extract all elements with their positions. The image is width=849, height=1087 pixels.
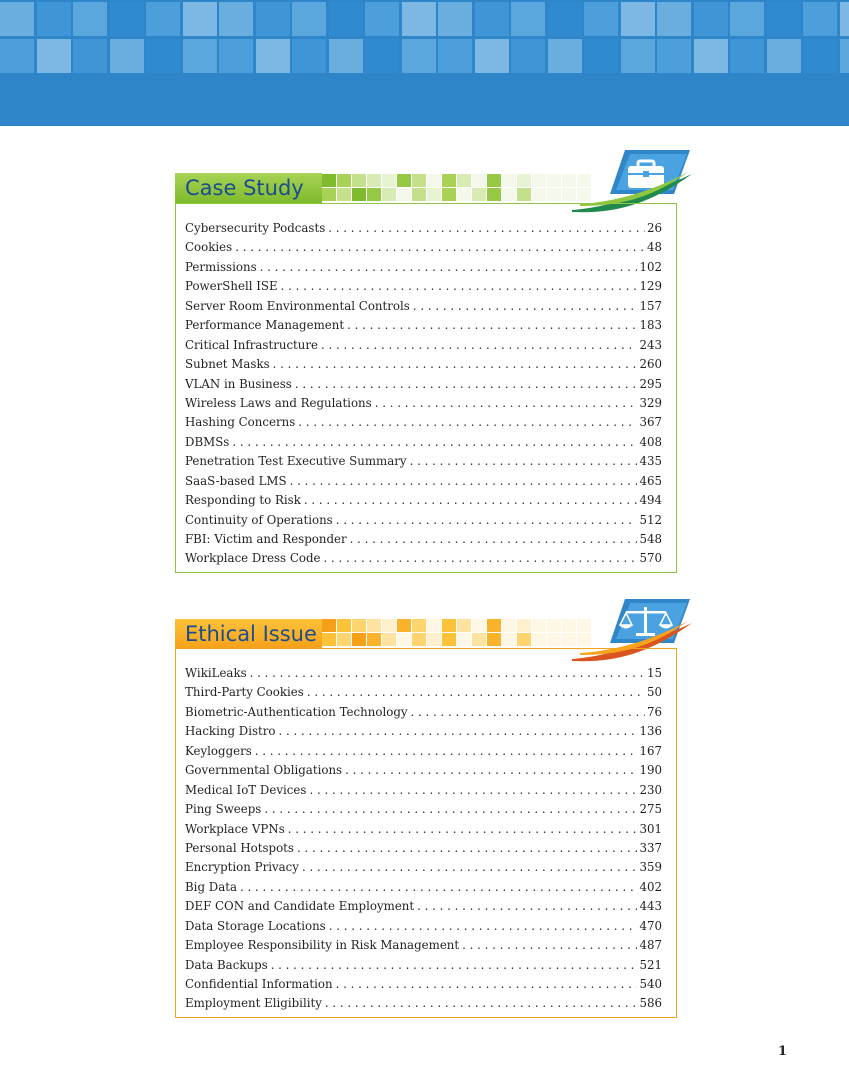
toc-entry-page: 183 [639,318,662,333]
mosaic-square [502,619,516,632]
page-number: 1 [778,1044,788,1059]
mosaic-square [352,174,366,187]
toc-entry-page: 586 [639,996,662,1011]
banner-tile [584,39,618,73]
toc-entry-title: Personal Hotspots [185,840,294,855]
toc-entry-title: Data Backups [185,957,268,972]
toc-entry-title: Penetration Test Executive Summary [185,454,407,469]
banner-tile [37,2,71,36]
toc-entry-title: Employee Responsibility in Risk Management [185,938,460,953]
banner-tile [475,39,509,73]
toc-entry [185,899,662,918]
mosaic-square [322,188,336,201]
banner-tile [694,39,728,73]
banner-tile [548,2,582,36]
toc-entry-title: WikiLeaks [185,666,247,680]
toc-entry [185,493,662,512]
banner-tile [219,39,253,73]
mosaic-square [397,619,411,632]
mosaic-square [547,174,561,187]
banner-tile [511,39,545,73]
toc-entry-page: 243 [639,337,662,352]
dot-leader [417,899,637,913]
mosaic-square [487,619,501,632]
mosaic-square [352,188,366,201]
toc-entry-title: DBMSs [185,434,230,449]
mosaic-square [472,619,486,632]
toc-entry [185,996,662,1015]
toc-entry-page: 295 [639,376,662,391]
mosaic-square [412,174,426,187]
toc-entry [185,938,662,957]
mosaic-square [322,633,336,646]
toc-entry [185,977,662,996]
toc-entry-page: 48 [646,240,662,255]
mosaic-square [442,188,456,201]
banner-tile [803,39,837,73]
dot-leader [307,685,645,699]
mosaic-square [427,633,441,646]
mosaic-square [472,174,486,187]
toc-entry-title: Responding to Risk [185,493,301,508]
dot-leader [260,260,638,274]
mosaic-square [337,174,351,187]
banner-tile [402,2,436,36]
toc-entry-title: FBI: Victim and Responder [185,532,347,546]
dot-leader [324,551,638,565]
mosaic-square [322,174,336,187]
mosaic-square [517,619,531,632]
toc-entry [185,299,662,318]
toc-entry-page: 443 [639,899,662,914]
toc-entry [185,415,662,434]
mosaic-square [502,633,516,646]
toc-entry-title: Employment Eligibility [185,996,322,1011]
mosaic-square [367,619,381,632]
banner-tile [146,2,180,36]
mosaic-square [472,188,486,201]
mosaic-square [532,188,546,201]
toc-entry-title: DEF CON and Candidate Employment [185,899,415,914]
banner-tile [110,2,144,36]
banner-tile [256,39,290,73]
dot-leader [411,705,645,719]
dot-leader [255,744,638,758]
banner-tile [37,39,71,73]
mosaic-square [547,188,561,201]
dot-leader [273,357,638,371]
banner-tile [110,39,144,73]
case-study-heading: Case Study [175,173,322,203]
toc-entry [185,958,662,977]
toc-entry-title: Performance Management [185,318,345,333]
banner-tile-row-top [0,2,849,36]
case-study-list [185,221,662,571]
toc-entry [185,860,662,879]
toc-entry [185,240,662,259]
banner-tile [256,2,290,36]
toc-entry-page: 494 [639,493,662,508]
mosaic-square [532,174,546,187]
dot-leader [297,841,637,855]
toc-entry [185,705,662,724]
toc-entry-title: Ping Sweeps [185,802,262,817]
toc-entry-title: Cybersecurity Podcasts [185,221,326,235]
mosaic-square [352,619,366,632]
toc-entry [185,532,662,551]
mosaic-square [502,188,516,201]
banner-tile [475,2,509,36]
toc-entry-title: Hashing Concerns [185,415,296,430]
toc-entry-title: PowerShell ISE [185,279,278,294]
toc-entry-page: 337 [639,840,662,855]
banner-tile [183,39,217,73]
banner-tile [511,2,545,36]
toc-entry [185,763,662,782]
mosaic-square [442,619,456,632]
toc-entry-page: 50 [646,685,662,700]
mosaic-square [382,633,396,646]
dot-leader [281,279,638,293]
dot-leader [350,532,638,546]
mosaic-square [502,174,516,187]
dot-leader [271,958,638,972]
banner-tile [146,39,180,73]
toc-entry [185,435,662,454]
dot-leader [336,977,638,991]
toc-entry-page: 301 [639,821,662,836]
toc-entry-title: Data Storage Locations [185,918,326,933]
dot-leader [321,338,637,352]
mosaic-square [442,633,456,646]
toc-entry-page: 129 [639,279,662,294]
banner-tile [767,2,801,36]
toc-entry-page: 167 [639,743,662,758]
toc-entry [185,666,662,685]
dot-leader [413,299,638,313]
toc-entry-page: 465 [639,473,662,488]
toc-entry-title: Keyloggers [185,743,252,758]
toc-entry-title: Cookies [185,240,233,255]
mosaic-square [397,188,411,201]
toc-entry-page: 15 [646,666,662,680]
banner-tile [730,39,764,73]
toc-entry-title: Encryption Privacy [185,860,299,875]
toc-entry-page: 402 [639,879,662,894]
dot-leader [345,763,637,777]
mosaic-square [337,188,351,201]
toc-entry-title: Wireless Laws and Regulations [185,395,372,410]
banner-tile [329,39,363,73]
toc-entry [185,338,662,357]
toc-entry-title: Big Data [185,879,238,894]
dot-leader [410,454,638,468]
toc-entry-title: Hacking Distro [185,724,276,739]
banner-tile [803,2,837,36]
dot-leader [298,415,637,429]
mosaic-square [352,633,366,646]
toc-entry [185,357,662,376]
mosaic-square [532,619,546,632]
ethical-issue-list [185,666,662,1016]
banner-tile [621,39,655,73]
mosaic-square [457,633,471,646]
toc-entry [185,841,662,860]
banner-tile [183,2,217,36]
toc-entry-page: 26 [646,221,662,235]
toc-entry [185,396,662,415]
mosaic-square [487,188,501,201]
toc-entry-title: Continuity of Operations [185,512,333,527]
toc-entry [185,685,662,704]
toc-entry-page: 359 [639,860,662,875]
banner-tile-row-bottom [0,39,849,73]
toc-entry-title: Critical Infrastructure [185,337,319,352]
mosaic-square [367,174,381,187]
mosaic-square [517,633,531,646]
banner-tile [840,39,849,73]
mosaic-square [487,174,501,187]
toc-entry [185,724,662,743]
banner-tile [767,39,801,73]
mosaic-square [412,619,426,632]
mosaic-square [532,633,546,646]
toc-entry-title: Workplace VPNs [185,821,285,836]
banner-tile [402,39,436,73]
mosaic-square [517,174,531,187]
mosaic-square [457,174,471,187]
mosaic-square [397,174,411,187]
banner-tile [438,39,472,73]
dot-leader [295,377,638,391]
dot-leader [347,318,637,332]
dot-leader [279,724,638,738]
mosaic-square [427,174,441,187]
dot-leader [288,822,638,836]
dot-leader [250,666,645,680]
toc-entry-page: 521 [639,957,662,972]
toc-entry-page: 408 [639,434,662,449]
mosaic-square [457,619,471,632]
toc-entry-title: Confidential Information [185,977,333,991]
toc-entry-page: 260 [639,357,662,372]
mosaic-square [487,633,501,646]
banner-tile [694,2,728,36]
toc-entry-page: 548 [639,532,662,546]
banner-tile [657,2,691,36]
mosaic-square [382,619,396,632]
mosaic-square [337,619,351,632]
dot-leader [325,996,638,1010]
dot-leader [235,240,645,254]
dot-leader [309,783,637,797]
toc-entry-page: 512 [639,512,662,527]
mosaic-square [337,633,351,646]
mosaic-square [442,174,456,187]
dot-leader [336,513,638,527]
banner-tile [329,2,363,36]
header-banner [0,0,849,126]
toc-entry-title: SaaS-based LMS [185,473,287,488]
toc-entry-page: 76 [646,704,662,719]
mosaic-square [367,633,381,646]
mosaic-square [547,619,561,632]
mosaic-square [412,188,426,201]
dot-leader [328,221,645,235]
banner-tile [219,2,253,36]
toc-entry-page: 136 [639,724,662,739]
dot-leader [290,474,638,488]
banner-tile [730,2,764,36]
ethical-issue-mosaic [322,619,591,646]
dot-leader [329,919,638,933]
mosaic-square [547,633,561,646]
toc-entry-page: 230 [639,782,662,797]
toc-entry [185,822,662,841]
mosaic-square [517,188,531,201]
banner-tile [840,2,849,36]
toc-entry-page: 487 [639,938,662,953]
toc-entry-page: 367 [639,415,662,430]
toc-entry-title: VLAN in Business [185,376,292,391]
toc-entry-page: 275 [639,802,662,817]
toc-entry-title: Medical IoT Devices [185,782,307,797]
toc-entry-page: 540 [639,977,662,991]
banner-tile [73,39,107,73]
dot-leader [462,938,637,952]
banner-tile [548,39,582,73]
toc-entry-title: Permissions [185,259,257,274]
toc-entry [185,802,662,821]
dot-leader [304,493,638,507]
toc-entry-page: 570 [639,551,662,566]
mosaic-square [457,188,471,201]
banner-tile [365,2,399,36]
toc-entry [185,783,662,802]
dot-leader [240,880,637,894]
ethical-issue-heading: Ethical Issue [175,619,322,649]
mosaic-square [397,633,411,646]
toc-entry [185,454,662,473]
banner-tile [0,39,34,73]
toc-entry-title: Workplace Dress Code [185,551,321,566]
toc-entry [185,513,662,532]
toc-entry-page: 157 [639,298,662,313]
mosaic-square [427,619,441,632]
dot-leader [264,802,637,816]
toc-entry-title: Governmental Obligations [185,763,343,778]
banner-tile [292,2,326,36]
banner-tile [584,2,618,36]
mosaic-square [427,188,441,201]
banner-tile [621,2,655,36]
mosaic-square [367,188,381,201]
toc-entry [185,880,662,899]
banner-tile [365,39,399,73]
toc-entry-title: Subnet Masks [185,357,270,372]
toc-entry-page: 102 [639,259,662,274]
case-study-mosaic [322,174,591,201]
mosaic-square [322,619,336,632]
banner-tile [292,39,326,73]
dot-leader [232,435,637,449]
toc-entry-page: 470 [639,918,662,933]
dot-leader [375,396,638,410]
toc-entry [185,744,662,763]
toc-entry [185,318,662,337]
toc-entry [185,377,662,396]
toc-entry-title: Third-Party Cookies [185,685,304,700]
toc-entry [185,279,662,298]
toc-entry-title: Server Room Environmental Controls [185,298,410,313]
toc-entry-page: 329 [639,395,662,410]
toc-entry [185,474,662,493]
banner-tile [438,2,472,36]
mosaic-square [472,633,486,646]
toc-entry-title: Biometric-Authentication Technology [185,704,408,719]
dot-leader [302,860,638,874]
banner-tile [657,39,691,73]
mosaic-square [382,188,396,201]
toc-entry-page: 190 [639,763,662,778]
toc-entry [185,919,662,938]
banner-tile [73,2,107,36]
mosaic-square [382,174,396,187]
toc-entry [185,221,662,240]
mosaic-square [412,633,426,646]
toc-entry [185,551,662,570]
banner-tile [0,2,34,36]
toc-entry-page: 435 [639,454,662,469]
toc-entry [185,260,662,279]
